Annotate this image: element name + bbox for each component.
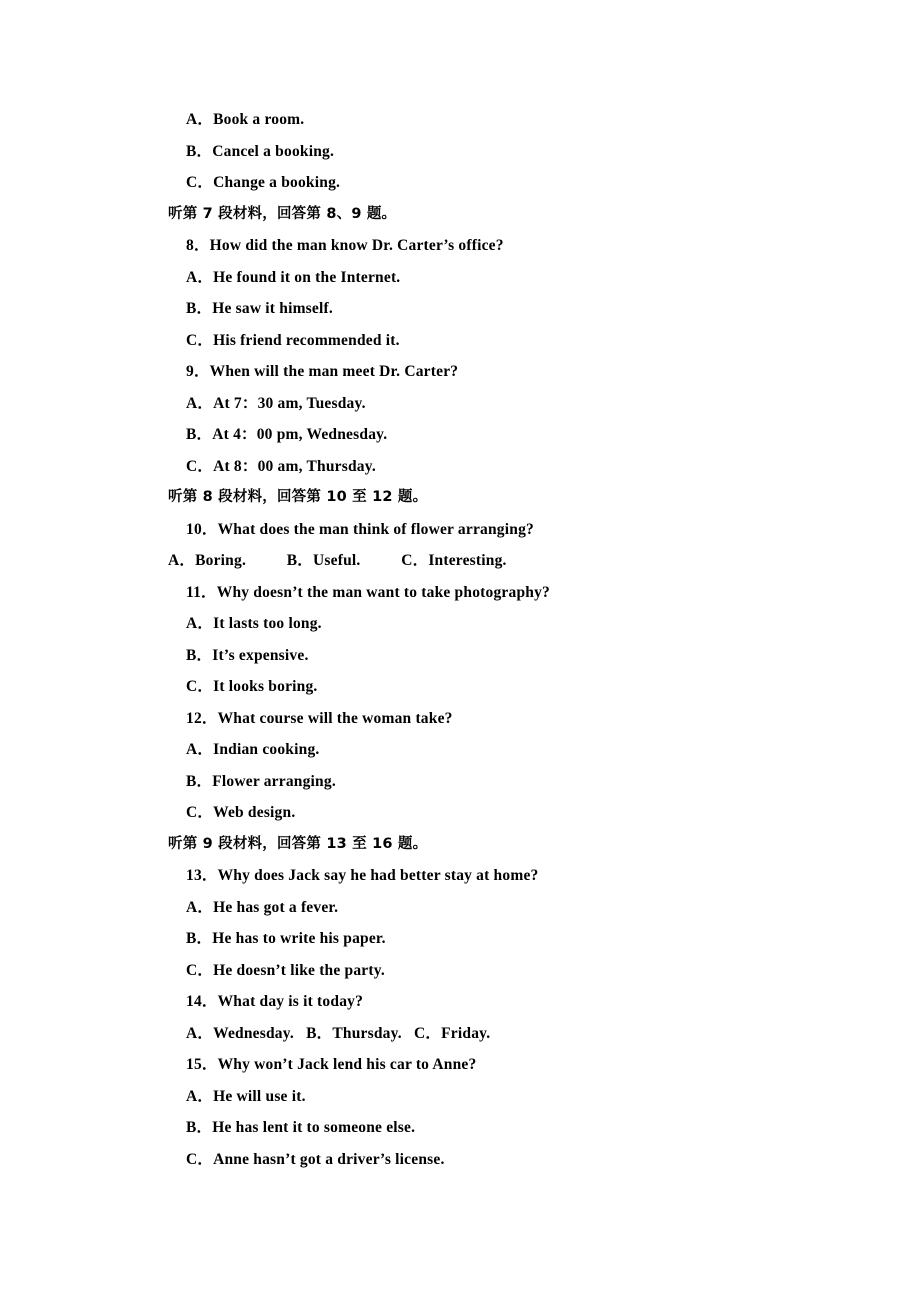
document-line: 11．Why doesn’t the man want to take photography?	[186, 583, 550, 601]
document-line: A．Wednesday. B．Thursday. C．Friday.	[186, 1024, 491, 1042]
document-line: C．Web design.	[186, 804, 296, 821]
document-body	[168, 104, 800, 1175]
document-line: 10．What does the man think of flower arranging?	[186, 520, 534, 538]
document-line: C．Change a booking.	[186, 174, 341, 191]
document-line: B．He has lent it to someone else.	[186, 1119, 416, 1136]
document-line: 9．When will the man meet Dr. Carter?	[186, 363, 459, 380]
document-line: B．Flower arranging.	[186, 772, 336, 790]
document-line: C．Anne hasn’t got a driver’s license.	[186, 1150, 445, 1168]
document-line: C．He doesn’t like the party.	[186, 961, 385, 979]
document-line: B．Cancel a booking.	[186, 142, 335, 160]
document-line: A．He found it on the Internet.	[186, 268, 401, 286]
document-line: B．At 4：00 pm, Wednesday.	[186, 426, 388, 443]
document-line: 听第 9 段材料，回答第 13 至 16 题。	[168, 835, 428, 852]
document-line: B．It’s expensive.	[186, 646, 309, 664]
document-line: A．At 7：30 am, Tuesday.	[186, 394, 366, 412]
document-line: A．It lasts too long.	[186, 615, 322, 632]
document-line: A．He has got a fever.	[186, 898, 339, 916]
document-line: A．Indian cooking.	[186, 741, 320, 758]
document-line: 13．Why does Jack say he had better stay at home?	[186, 867, 539, 884]
document-line: 12．What course will the woman take?	[186, 709, 453, 727]
document-line: 听第 8 段材料，回答第 10 至 12 题。	[168, 489, 428, 505]
document-line: B．He saw it himself.	[186, 300, 333, 317]
document-line: 听第 7 段材料，回答第 8、9 题。	[168, 205, 397, 222]
document-line: 14．What day is it today?	[186, 993, 364, 1010]
document-line: A．Book a room.	[186, 111, 305, 128]
document-line: A．He will use it.	[186, 1087, 306, 1105]
document-line: C．At 8：00 am, Thursday.	[186, 457, 376, 475]
document-line: 8．How did the man know Dr. Carter’s office?	[186, 237, 504, 254]
document-line: A．Boring. B．Useful. C．Interesting.	[168, 552, 507, 569]
document-line: B．He has to write his paper.	[186, 930, 386, 947]
document-line: C．It looks boring.	[186, 678, 318, 695]
document-line: 15．Why won’t Jack lend his car to Anne?	[186, 1056, 477, 1073]
document-line: C．His friend recommended it.	[186, 331, 400, 349]
